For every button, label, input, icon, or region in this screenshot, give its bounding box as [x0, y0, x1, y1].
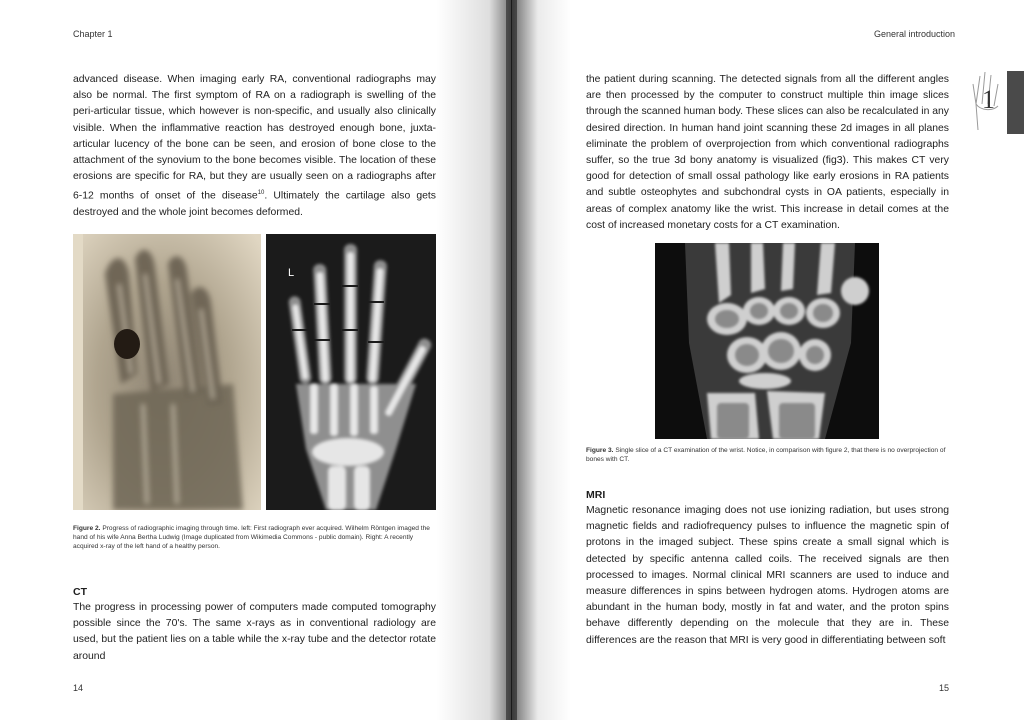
- figure-2-modern-xray: [266, 234, 436, 510]
- left-page: [0, 0, 506, 720]
- gutter-shadow-right: [511, 0, 571, 720]
- chapter-hand-icon: [970, 70, 1008, 132]
- running-head-right: General introduction: [873, 29, 955, 39]
- figure-2-historic-radiograph: [73, 234, 261, 510]
- left-paragraph-1: advanced disease. When imaging early RA, conventional radiographs may also be normal. The first symptom of RA on a radiograph is swelling of the peri-articular tissue, which however is non-specific, and usually also clinically visible. When the inflammative reaction has destroyed enough bone, juxta-articular lucency of the bone can be seen, and erosion of bone close to the attachment of the synovium to the bone becomes visible. The location of these erosions are specific for RA, but they are usually seen on a radiographs after 6-12 months of onset of the disease$^{10}$. Ultimately the cartilage also gets destroyed and the whole joint becomes deformed.: [73, 74, 436, 219]
- ct-wrist-image: [655, 243, 879, 439]
- reference-superscript: 10: [257, 190, 265, 197]
- running-head-left: Chapter 1: [73, 29, 113, 39]
- xray-side-marker: L: [288, 267, 295, 279]
- chapter-tab: [1007, 71, 1024, 134]
- historic-radiograph-image: [73, 234, 261, 510]
- mri-heading: MRI: [586, 489, 606, 501]
- figure-2-caption: Figure 2. Progress of radiographic imaging through time. left: First radiograph ever acquired. Wilhelm Röntgen imaged the hand of his wife Anna Bertha Ludwig (Image duplicated from Wikimedia Commons - public domain). Right: A recently acquired x-ray of the left hand of a healthy person.: [73, 525, 430, 551]
- figure-3-ct-slice: [655, 243, 879, 439]
- right-page: [517, 0, 1024, 720]
- mri-paragraph: Magnetic resonance imaging does not use ionizing radiation, but uses strong magnetic fields and radiofrequency pulses to influence the magnetic spin of protons in the imaged subject. These spins create a small signal which is detected by specific antenna called coils. The received signals are then processed to images. Normal clinical MRI scanners are used to induce and measure differences in spins between hydrogen atoms. Hydrogen atoms are abundant in the human body, mostly in fat and water, and the proton spins behave differently depending on the molecule that they are in. These differences are the reason that MRI is very good in differentiating between soft: [586, 505, 949, 646]
- ct-heading: CT: [73, 586, 87, 598]
- right-paragraph-1: the patient during scanning. The detected signals from all the different angles are then processed by the computer to construct multiple thin image slices through the scanned human body. These slices can also be recalculated in any desired direction. In human hand joint scanning these 2d images in all planes eliminate the problem of overprojection from which conventional radiographs suffer, so the true 3d bony anatomy is visualized (fig3). This makes CT very good for detection of small ossal pathology like early erosions in RA patients and subtle osteophytes and subchondral cysts in OA patients, especially in areas of complex anatomy like the wrist. This increase in detail comes at the cost of increased monetary costs for a CT examination.: [586, 74, 949, 231]
- page-number-right: 15: [938, 683, 949, 693]
- gutter-shadow-left: [436, 0, 512, 720]
- ring-shadow: [114, 329, 140, 359]
- chapter-number: 1: [982, 85, 995, 114]
- ct-paragraph: The progress in processing power of computers made computed tomography possible since the 70's. The same x-rays as in conventional radiology are used, but the patient lies on a table while the x-ray tube and the detector rotate around: [73, 602, 436, 662]
- page-number-left: 14: [73, 683, 84, 693]
- modern-xray-image: [266, 234, 436, 510]
- figure-3-caption: Figure 3. Single slice of a CT examination of the wrist. Notice, in comparison with figure 2, that there is no overprojection of bones with CT.: [586, 447, 946, 464]
